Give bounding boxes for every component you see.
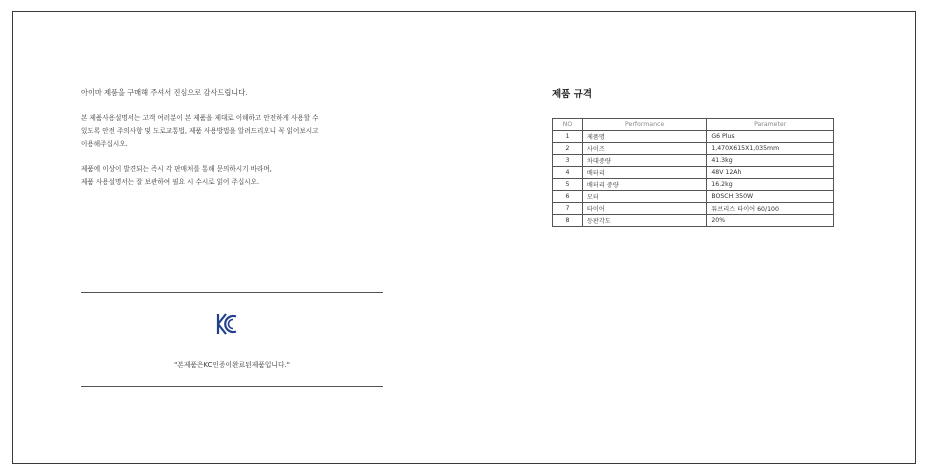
spec-table <box>552 118 834 227</box>
row-no: 6 <box>553 191 583 203</box>
table-row <box>553 203 834 215</box>
row-parameter: BOSCH 350W <box>707 191 834 203</box>
intro-text: 아이마 제품을 구매해 주셔서 진심으로 감사드립니다. <box>81 88 248 97</box>
paragraph-line: 본 제품사용설명서는 고객 여러분이 본 제품을 제대로 이해하고 안전하게 사용할 수 <box>81 114 319 122</box>
kc-mark-icon <box>216 312 238 336</box>
row-parameter: 16.2kg <box>707 179 834 191</box>
table-row <box>553 155 834 167</box>
header-parameter: Parameter <box>707 119 834 131</box>
row-no: 7 <box>553 203 583 215</box>
spec-title: 제품 규격 <box>552 89 593 100</box>
table-row <box>553 131 834 143</box>
spec-header-row <box>553 119 834 131</box>
row-parameter: 48V 12Ah <box>707 167 834 179</box>
table-row <box>553 179 834 191</box>
row-parameter: 20% <box>707 215 834 227</box>
table-row <box>553 191 834 203</box>
row-parameter: G6 Plus <box>707 131 834 143</box>
row-no: 1 <box>553 131 583 143</box>
row-no: 5 <box>553 179 583 191</box>
paragraph-line: 제품 사용설명서는 잘 보관하여 필요 시 수시로 읽어 주십시오. <box>81 178 260 186</box>
header-no: NO <box>553 119 583 131</box>
row-no: 3 <box>553 155 583 167</box>
kc-certification-statement: "본제품은KC인증이완료된제품입니다." <box>174 361 290 369</box>
paragraph-line: 있도록 안전 주의사항 및 도로교통법, 제품 사용방법을 알려드리오니 꼭 읽어보시고 <box>81 127 319 135</box>
intro-section <box>81 88 391 201</box>
paragraph-line: 이용해주십시오. <box>81 140 128 148</box>
row-no: 2 <box>553 143 583 155</box>
table-row <box>553 167 834 179</box>
page-frame <box>12 11 916 464</box>
row-parameter: 41.3kg <box>707 155 834 167</box>
paragraph-line: 제품에 이상이 발견되는 즉시 각 판매처를 통해 문의하시기 바라며, <box>81 165 272 173</box>
row-performance: 배터리 중량 <box>582 179 706 191</box>
row-no: 4 <box>553 167 583 179</box>
row-performance: 사이즈 <box>582 143 706 155</box>
row-parameter: 튜브리스 타이어 60/100 <box>707 203 834 215</box>
table-row <box>553 143 834 155</box>
row-performance: 등판각도 <box>582 215 706 227</box>
row-performance: 배터리 <box>582 167 706 179</box>
divider-top <box>81 292 383 293</box>
row-no: 8 <box>553 215 583 227</box>
manual-purpose-paragraph <box>81 112 391 151</box>
inquiry-paragraph <box>81 163 391 189</box>
divider-bottom <box>81 386 383 387</box>
row-performance: 타이어 <box>582 203 706 215</box>
row-performance: 모터 <box>582 191 706 203</box>
header-performance: Performance <box>582 119 706 131</box>
row-parameter: 1,470X615X1,035mm <box>707 143 834 155</box>
row-performance: 제품명 <box>582 131 706 143</box>
row-performance: 차대중량 <box>582 155 706 167</box>
table-row <box>553 215 834 227</box>
